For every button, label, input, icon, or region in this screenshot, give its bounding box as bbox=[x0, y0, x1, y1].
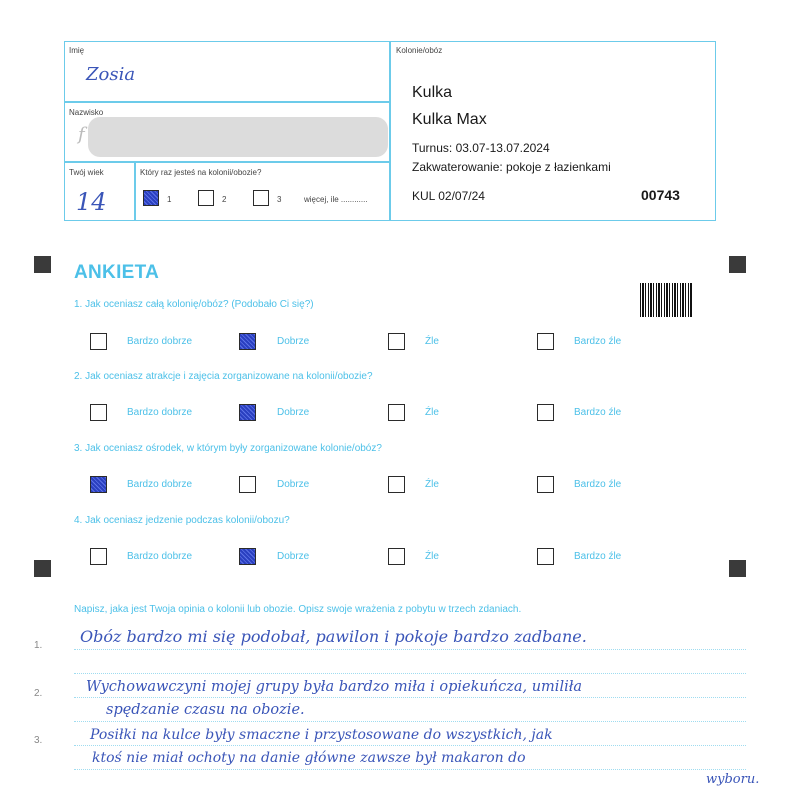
option-label: Źle bbox=[425, 479, 439, 490]
option-label: Bardzo źle bbox=[574, 551, 622, 562]
writing-line bbox=[74, 649, 746, 650]
writing-line bbox=[74, 673, 746, 674]
line-number-3: 3. bbox=[34, 735, 43, 746]
times-more: więcej, ile ............ bbox=[304, 195, 368, 204]
writing-line bbox=[74, 745, 746, 746]
registration-marker bbox=[729, 560, 746, 577]
option-label: Bardzo dobrze bbox=[127, 479, 193, 490]
q3-checkbox-bardzo-dobrze[interactable] bbox=[90, 476, 107, 493]
option-label: Bardzo dobrze bbox=[127, 551, 193, 562]
surname-divider bbox=[64, 161, 390, 163]
registration-marker bbox=[34, 560, 51, 577]
age-value[interactable]: 14 bbox=[76, 188, 107, 216]
line-number-2: 2. bbox=[34, 688, 43, 699]
question-2: 2. Jak oceniasz atrakcje i zajęcia zorganizowane na kolonii/obozie? bbox=[74, 371, 373, 382]
q2-checkbox-bardzo-zle[interactable] bbox=[537, 404, 554, 421]
q3-checkbox-bardzo-zle[interactable] bbox=[537, 476, 554, 493]
option-label: Bardzo źle bbox=[574, 336, 622, 347]
times-checkbox-1[interactable] bbox=[143, 190, 159, 206]
option-label: Bardzo źle bbox=[574, 479, 622, 490]
q1-checkbox-dobrze[interactable] bbox=[239, 333, 256, 350]
q4-checkbox-dobrze[interactable] bbox=[239, 548, 256, 565]
times-label: Który raz jesteś na kolonii/obozie? bbox=[140, 168, 262, 177]
survey-title: ANKIETA bbox=[74, 262, 160, 283]
age-divider bbox=[134, 161, 136, 221]
camp-name: Kulka bbox=[412, 84, 453, 101]
option-label: Źle bbox=[425, 551, 439, 562]
turnus: Turnus: 03.07-13.07.2024 bbox=[412, 141, 550, 155]
option-label: Dobrze bbox=[277, 336, 310, 347]
redacted-surname bbox=[88, 117, 388, 157]
question-1: 1. Jak oceniasz całą kolonię/obóz? (Podobało Ci się?) bbox=[74, 299, 314, 310]
barcode bbox=[640, 283, 692, 317]
camp-subname: Kulka Max bbox=[412, 111, 487, 128]
age-label: Twój wiek bbox=[69, 168, 104, 177]
option-label: Bardzo dobrze bbox=[127, 336, 193, 347]
answer-line-6[interactable]: wyboru. bbox=[706, 772, 760, 787]
q1-checkbox-zle[interactable] bbox=[388, 333, 405, 350]
line-number-1: 1. bbox=[34, 640, 43, 651]
answer-line-1[interactable]: Obóz bardzo mi się podobał, pawilon i pokoje bardzo zadbane. bbox=[80, 627, 587, 646]
q2-checkbox-bardzo-dobrze[interactable] bbox=[90, 404, 107, 421]
camp-code: KUL 02/07/24 bbox=[412, 189, 485, 203]
accommodation: Zakwaterowanie: pokoje z łazienkami bbox=[412, 160, 611, 174]
q4-checkbox-bardzo-zle[interactable] bbox=[537, 548, 554, 565]
camp-label: Kolonie/obóz bbox=[396, 46, 443, 55]
name-value[interactable]: Zosia bbox=[86, 64, 136, 85]
q2-checkbox-zle[interactable] bbox=[388, 404, 405, 421]
surname-label: Nazwisko bbox=[69, 108, 104, 117]
times-option-2: 2 bbox=[222, 195, 227, 204]
q4-checkbox-zle[interactable] bbox=[388, 548, 405, 565]
q3-checkbox-zle[interactable] bbox=[388, 476, 405, 493]
writing-line bbox=[74, 721, 746, 722]
name-label: Imię bbox=[69, 46, 85, 55]
writing-line bbox=[74, 769, 746, 770]
q1-checkbox-bardzo-zle[interactable] bbox=[537, 333, 554, 350]
question-4: 4. Jak oceniasz jedzenie podczas kolonii/obozu? bbox=[74, 515, 290, 526]
answer-line-2[interactable]: Wychowawczyni mojej grupy była bardzo miła i opiekuńcza, umiliła bbox=[86, 679, 583, 695]
option-label: Źle bbox=[425, 407, 439, 418]
surname-value[interactable]: f bbox=[78, 124, 85, 145]
option-label: Bardzo źle bbox=[574, 407, 622, 418]
option-label: Dobrze bbox=[277, 407, 310, 418]
times-checkbox-3[interactable] bbox=[253, 190, 269, 206]
q3-checkbox-dobrze[interactable] bbox=[239, 476, 256, 493]
answer-line-5[interactable]: ktoś nie miał ochoty na danie główne zawsze był makaron do bbox=[92, 750, 526, 766]
answer-line-3[interactable]: spędzanie czasu na obozie. bbox=[106, 702, 305, 718]
registration-marker bbox=[34, 256, 51, 273]
opinion-prompt: Napisz, jaka jest Twoja opinia o kolonii lub obozie. Opisz swoje wrażenia z pobytu w trzech zdaniach. bbox=[74, 604, 522, 615]
answer-line-4[interactable]: Posiłki na kulce były smaczne i przystosowane do wszystkich, jak bbox=[90, 727, 553, 743]
name-divider bbox=[64, 101, 390, 103]
option-label: Dobrze bbox=[277, 479, 310, 490]
times-option-3: 3 bbox=[277, 195, 282, 204]
option-label: Bardzo dobrze bbox=[127, 407, 193, 418]
times-checkbox-2[interactable] bbox=[198, 190, 214, 206]
writing-line bbox=[74, 697, 746, 698]
header-divider bbox=[389, 41, 391, 221]
q1-checkbox-bardzo-dobrze[interactable] bbox=[90, 333, 107, 350]
registration-marker bbox=[729, 256, 746, 273]
times-option-1: 1 bbox=[167, 195, 172, 204]
q2-checkbox-dobrze[interactable] bbox=[239, 404, 256, 421]
form-number: 00743 bbox=[641, 187, 680, 203]
q4-checkbox-bardzo-dobrze[interactable] bbox=[90, 548, 107, 565]
question-3: 3. Jak oceniasz ośrodek, w którym były zorganizowane kolonie/obóz? bbox=[74, 443, 382, 454]
option-label: Źle bbox=[425, 336, 439, 347]
option-label: Dobrze bbox=[277, 551, 310, 562]
